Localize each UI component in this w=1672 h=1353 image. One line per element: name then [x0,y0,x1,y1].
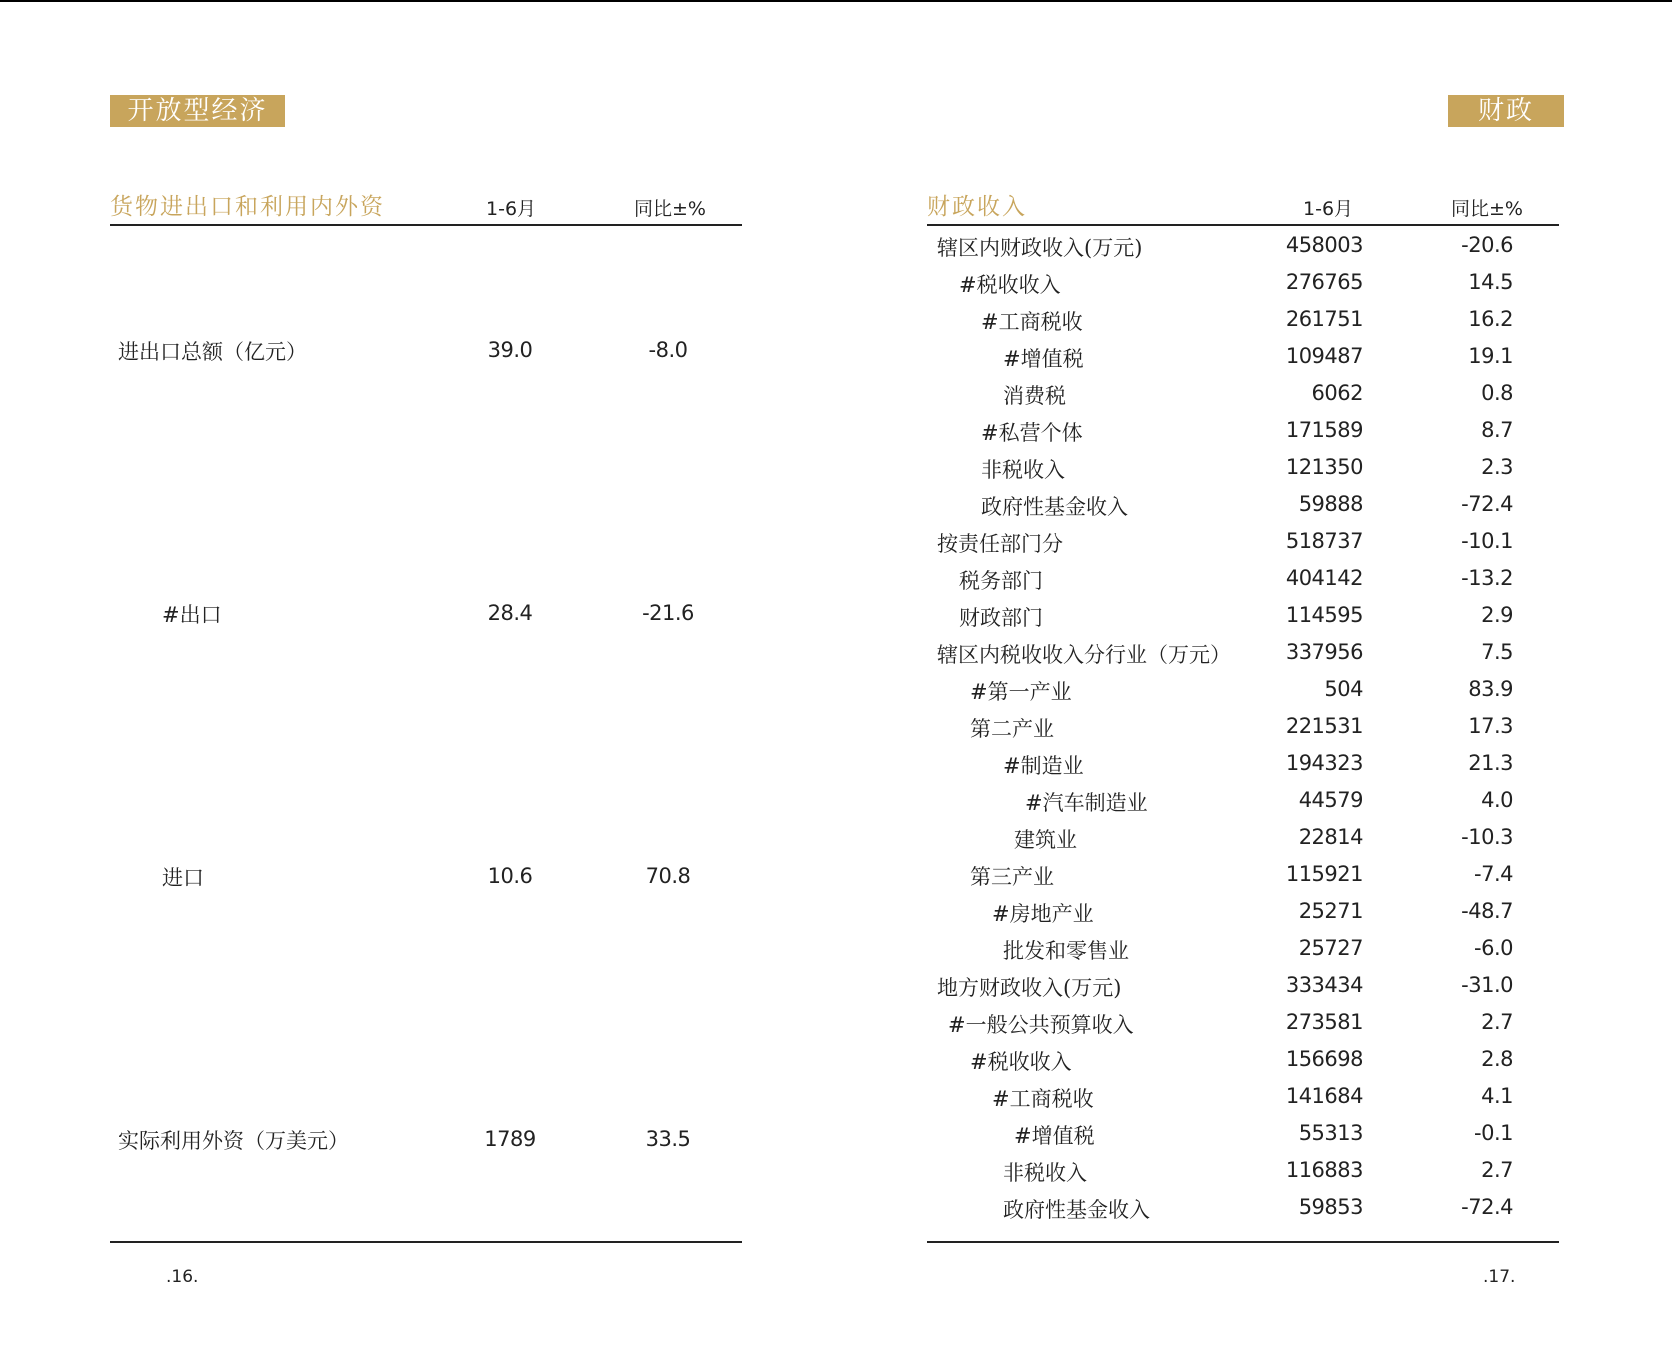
row-yoy: -31.0 [1461,973,1513,997]
row-value: 261751 [1285,307,1363,331]
row-value: 55313 [1298,1121,1363,1145]
row-label: 非税收入 [1003,1161,1087,1185]
table-row [927,448,1559,485]
row-yoy: -10.1 [1461,529,1513,553]
row-value: 44579 [1298,788,1363,812]
row-value: 22814 [1298,825,1363,849]
row-yoy: 33.5 [645,1127,691,1151]
row-yoy: -20.6 [1461,233,1513,257]
row-yoy: -72.4 [1461,492,1513,516]
table-row [927,855,1559,892]
row-value: 337956 [1285,640,1363,664]
table-row [110,752,742,1015]
finance-table-body [927,226,1559,1225]
table-row [927,559,1559,596]
row-label: 实际利用外资（万美元） [118,1129,349,1153]
row-yoy: -0.1 [1474,1121,1513,1145]
row-value: 6062 [1311,381,1363,405]
row-yoy: 19.1 [1468,344,1513,368]
table-row [927,892,1559,929]
table-row [927,781,1559,818]
table-row [110,489,742,752]
row-label: 辖区内财政收入(万元) [937,236,1143,260]
row-label: 批发和零售业 [1003,939,1129,963]
trade-table-header [110,188,742,226]
row-label: #第一产业 [970,680,1072,704]
column-header-yoy: 同比±% [634,198,706,220]
row-yoy: -8.0 [648,338,688,362]
row-label: #工商税收 [992,1087,1094,1111]
row-value: 109487 [1285,344,1363,368]
row-yoy: 2.9 [1481,603,1513,627]
trade-table-bottom-rule [110,1241,742,1243]
row-yoy: -21.6 [642,601,694,625]
row-label: #税收收入 [970,1050,1072,1074]
column-header-period: 1-6月 [486,198,537,220]
trade-table [110,188,742,1278]
table-row [927,633,1559,670]
table-row [927,1114,1559,1151]
finance-table-title: 财政收入 [927,194,1027,220]
row-value: 116883 [1285,1158,1363,1182]
table-row [927,1003,1559,1040]
row-value: 276765 [1285,270,1363,294]
row-yoy: -6.0 [1474,936,1513,960]
table-row [927,670,1559,707]
row-yoy: 83.9 [1468,677,1513,701]
row-yoy: -13.2 [1461,566,1513,590]
row-yoy: 2.3 [1481,455,1513,479]
row-label: #增值税 [1014,1124,1095,1148]
row-value: 221531 [1285,714,1363,738]
row-label: 建筑业 [1014,828,1077,852]
table-row [927,263,1559,300]
row-label: 税务部门 [959,569,1043,593]
row-label: #一般公共预算收入 [948,1013,1134,1037]
row-value: 121350 [1285,455,1363,479]
row-value: 115921 [1285,862,1363,886]
table-row [927,1040,1559,1077]
row-label: #出口 [162,603,222,627]
row-value: 333434 [1285,973,1363,997]
table-row [927,596,1559,633]
row-label: #增值税 [1003,347,1084,371]
row-value: 25271 [1298,899,1363,923]
row-label: 进出口总额（亿元） [118,340,307,364]
row-value: 114595 [1285,603,1363,627]
row-yoy: 70.8 [645,864,691,888]
row-yoy: 4.1 [1481,1084,1513,1108]
row-value: 28.4 [487,601,533,625]
table-row [927,1151,1559,1188]
table-row [927,485,1559,522]
row-label: 消费税 [1003,384,1066,408]
section-tag-open-economy: 开放型经济 [110,95,285,127]
row-label: #制造业 [1003,754,1084,778]
table-row [110,226,742,489]
trade-table-title: 货物进出口和利用内外资 [110,194,385,220]
row-label: 第二产业 [970,717,1054,741]
row-value: 59853 [1298,1195,1363,1219]
row-value: 194323 [1285,751,1363,775]
row-value: 10.6 [487,864,533,888]
row-label: 辖区内税收收入分行业（万元） [937,643,1231,667]
row-value: 141684 [1285,1084,1363,1108]
row-yoy: 8.7 [1481,418,1513,442]
row-label: 财政部门 [959,606,1043,630]
row-label: #房地产业 [992,902,1094,926]
table-row [927,226,1559,263]
row-yoy: 14.5 [1468,270,1513,294]
table-row [927,337,1559,374]
row-value: 273581 [1285,1010,1363,1034]
row-yoy: 16.2 [1468,307,1513,331]
row-label: 第三产业 [970,865,1054,889]
row-label: 政府性基金收入 [981,495,1128,519]
column-header-period: 1-6月 [1303,198,1354,220]
row-yoy: -10.3 [1461,825,1513,849]
top-border [0,0,1672,2]
table-row [927,966,1559,1003]
row-yoy: 2.8 [1481,1047,1513,1071]
row-value: 25727 [1298,936,1363,960]
row-yoy: 2.7 [1481,1010,1513,1034]
row-value: 458003 [1285,233,1363,257]
table-row [927,707,1559,744]
finance-table-bottom-rule [927,1241,1559,1243]
table-row [927,411,1559,448]
row-yoy: 21.3 [1468,751,1513,775]
table-row [927,1077,1559,1114]
row-label: 进口 [162,866,204,890]
row-yoy: -7.4 [1474,862,1513,886]
row-value: 518737 [1285,529,1363,553]
row-value: 171589 [1285,418,1363,442]
row-label: #工商税收 [981,310,1083,334]
table-row [110,1015,742,1278]
table-row [927,1188,1559,1225]
table-row [927,522,1559,559]
table-row [927,300,1559,337]
table-row [927,929,1559,966]
row-label: #税收收入 [959,273,1061,297]
trade-table-body [110,226,742,1278]
row-label: 按责任部门分 [937,532,1063,556]
table-row [927,744,1559,781]
table-row [927,374,1559,411]
row-yoy: 17.3 [1468,714,1513,738]
finance-table [927,188,1559,1225]
row-yoy: 0.8 [1481,381,1513,405]
table-row [927,818,1559,855]
row-label: 非税收入 [981,458,1065,482]
row-value: 156698 [1285,1047,1363,1071]
column-header-yoy: 同比±% [1451,198,1523,220]
row-label: 政府性基金收入 [1003,1198,1150,1222]
row-value: 59888 [1298,492,1363,516]
row-yoy: -48.7 [1461,899,1513,923]
row-yoy: 2.7 [1481,1158,1513,1182]
row-label: #汽车制造业 [1025,791,1148,815]
row-value: 504 [1324,677,1363,701]
row-value: 404142 [1285,566,1363,590]
row-yoy: -72.4 [1461,1195,1513,1219]
row-label: #私营个体 [981,421,1083,445]
page-number-left: .16. [166,1267,199,1287]
row-value: 1789 [484,1127,536,1151]
row-label: 地方财政收入(万元) [937,976,1122,1000]
section-tag-finance: 财政 [1448,95,1564,127]
page-number-right: .17. [1483,1267,1516,1287]
row-yoy: 7.5 [1481,640,1513,664]
finance-table-header [927,188,1559,226]
row-value: 39.0 [487,338,533,362]
row-yoy: 4.0 [1481,788,1513,812]
